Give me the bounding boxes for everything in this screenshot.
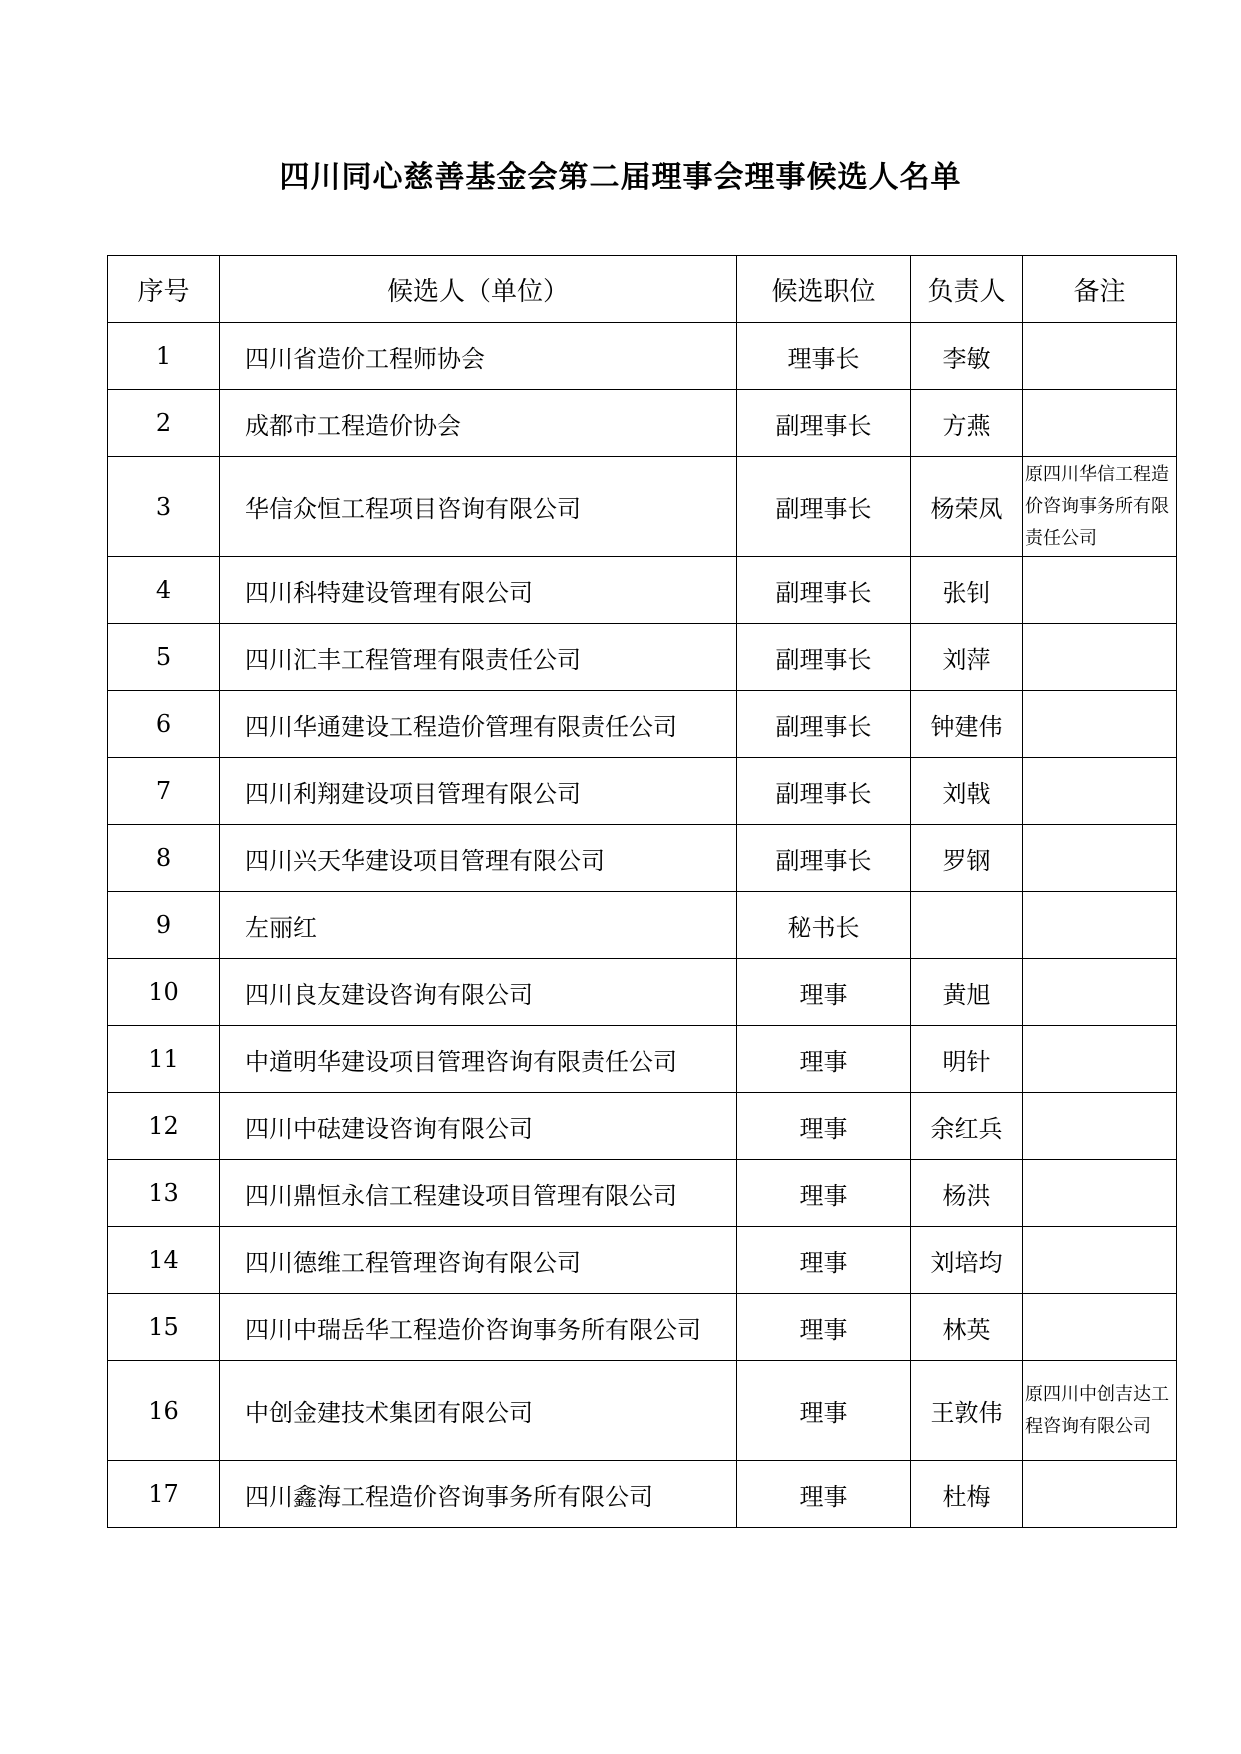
cell-responsible: 刘戟 xyxy=(911,758,1023,825)
cell-position: 副理事长 xyxy=(737,557,911,624)
cell-remarks xyxy=(1023,758,1177,825)
cell-position: 秘书长 xyxy=(737,892,911,959)
table-header-row xyxy=(108,256,1177,323)
table-row xyxy=(108,1361,1177,1461)
table-row xyxy=(108,457,1177,557)
table-row xyxy=(108,323,1177,390)
cell-index: 17 xyxy=(108,1461,220,1528)
cell-responsible: 罗钢 xyxy=(911,825,1023,892)
cell-index: 14 xyxy=(108,1227,220,1294)
cell-remarks xyxy=(1023,825,1177,892)
table-row xyxy=(108,1093,1177,1160)
cell-remarks xyxy=(1023,959,1177,1026)
cell-position: 理事 xyxy=(737,1160,911,1227)
cell-responsible: 黄旭 xyxy=(911,959,1023,1026)
cell-candidate: 四川兴天华建设项目管理有限公司 xyxy=(220,825,737,892)
cell-candidate: 中创金建技术集团有限公司 xyxy=(220,1361,737,1461)
cell-candidate: 左丽红 xyxy=(220,892,737,959)
cell-responsible: 方燕 xyxy=(911,390,1023,457)
table-row xyxy=(108,1294,1177,1361)
cell-candidate: 四川中瑞岳华工程造价咨询事务所有限公司 xyxy=(220,1294,737,1361)
cell-responsible: 刘培均 xyxy=(911,1227,1023,1294)
cell-remarks xyxy=(1023,1026,1177,1093)
cell-index: 3 xyxy=(108,457,220,557)
cell-responsible: 杨荣凤 xyxy=(911,457,1023,557)
table-row xyxy=(108,959,1177,1026)
cell-remarks xyxy=(1023,390,1177,457)
header-position: 候选职位 xyxy=(737,256,911,323)
cell-remarks xyxy=(1023,624,1177,691)
cell-remarks xyxy=(1023,1227,1177,1294)
cell-position: 副理事长 xyxy=(737,825,911,892)
cell-candidate: 四川中砝建设咨询有限公司 xyxy=(220,1093,737,1160)
cell-remarks xyxy=(1023,1294,1177,1361)
table-row xyxy=(108,1160,1177,1227)
cell-candidate: 四川科特建设管理有限公司 xyxy=(220,557,737,624)
cell-position: 副理事长 xyxy=(737,457,911,557)
cell-responsible: 杨洪 xyxy=(911,1160,1023,1227)
cell-position: 副理事长 xyxy=(737,758,911,825)
cell-index: 11 xyxy=(108,1026,220,1093)
cell-remarks xyxy=(1023,892,1177,959)
cell-candidate: 四川华通建设工程造价管理有限责任公司 xyxy=(220,691,737,758)
cell-position: 理事 xyxy=(737,1026,911,1093)
cell-candidate: 四川省造价工程师协会 xyxy=(220,323,737,390)
cell-candidate: 华信众恒工程项目咨询有限公司 xyxy=(220,457,737,557)
cell-index: 7 xyxy=(108,758,220,825)
cell-responsible: 王敦伟 xyxy=(911,1361,1023,1461)
cell-responsible: 钟建伟 xyxy=(911,691,1023,758)
cell-position: 理事 xyxy=(737,1461,911,1528)
cell-position: 副理事长 xyxy=(737,691,911,758)
table-row xyxy=(108,1227,1177,1294)
cell-candidate: 中道明华建设项目管理咨询有限责任公司 xyxy=(220,1026,737,1093)
cell-index: 9 xyxy=(108,892,220,959)
cell-remarks: 原四川中创吉达工程咨询有限公司 xyxy=(1023,1361,1177,1461)
cell-remarks xyxy=(1023,557,1177,624)
table-row xyxy=(108,758,1177,825)
cell-index: 5 xyxy=(108,624,220,691)
cell-candidate: 四川德维工程管理咨询有限公司 xyxy=(220,1227,737,1294)
cell-position: 理事 xyxy=(737,1294,911,1361)
cell-responsible: 明针 xyxy=(911,1026,1023,1093)
cell-index: 12 xyxy=(108,1093,220,1160)
cell-position: 理事 xyxy=(737,1361,911,1461)
header-index: 序号 xyxy=(108,256,220,323)
table-row xyxy=(108,557,1177,624)
cell-candidate: 成都市工程造价协会 xyxy=(220,390,737,457)
table-row xyxy=(108,691,1177,758)
cell-position: 副理事长 xyxy=(737,390,911,457)
cell-responsible: 余红兵 xyxy=(911,1093,1023,1160)
header-remarks: 备注 xyxy=(1023,256,1177,323)
cell-index: 15 xyxy=(108,1294,220,1361)
table-body xyxy=(108,323,1177,1528)
cell-index: 2 xyxy=(108,390,220,457)
table-row xyxy=(108,1461,1177,1528)
cell-candidate: 四川汇丰工程管理有限责任公司 xyxy=(220,624,737,691)
header-responsible: 负责人 xyxy=(911,256,1023,323)
cell-remarks: 原四川华信工程造价咨询事务所有限责任公司 xyxy=(1023,457,1177,557)
cell-position: 理事 xyxy=(737,959,911,1026)
cell-index: 6 xyxy=(108,691,220,758)
cell-responsible xyxy=(911,892,1023,959)
cell-index: 10 xyxy=(108,959,220,1026)
header-candidate: 候选人（单位） xyxy=(220,256,737,323)
cell-candidate: 四川利翔建设项目管理有限公司 xyxy=(220,758,737,825)
cell-position: 理事 xyxy=(737,1093,911,1160)
cell-remarks xyxy=(1023,1461,1177,1528)
cell-candidate: 四川鼎恒永信工程建设项目管理有限公司 xyxy=(220,1160,737,1227)
cell-responsible: 张钊 xyxy=(911,557,1023,624)
candidate-table xyxy=(107,255,1177,1528)
cell-responsible: 杜梅 xyxy=(911,1461,1023,1528)
cell-remarks xyxy=(1023,691,1177,758)
cell-candidate: 四川良友建设咨询有限公司 xyxy=(220,959,737,1026)
table-row xyxy=(108,624,1177,691)
cell-candidate: 四川鑫海工程造价咨询事务所有限公司 xyxy=(220,1461,737,1528)
table-row xyxy=(108,390,1177,457)
cell-position: 理事长 xyxy=(737,323,911,390)
cell-position: 理事 xyxy=(737,1227,911,1294)
cell-index: 1 xyxy=(108,323,220,390)
document-title: 四川同心慈善基金会第二届理事会理事候选人名单 xyxy=(279,160,962,195)
cell-index: 4 xyxy=(108,557,220,624)
cell-responsible: 刘萍 xyxy=(911,624,1023,691)
cell-position: 副理事长 xyxy=(737,624,911,691)
cell-responsible: 李敏 xyxy=(911,323,1023,390)
table-row xyxy=(108,825,1177,892)
cell-index: 13 xyxy=(108,1160,220,1227)
cell-index: 16 xyxy=(108,1361,220,1461)
table-row xyxy=(108,1026,1177,1093)
cell-remarks xyxy=(1023,323,1177,390)
cell-remarks xyxy=(1023,1160,1177,1227)
table-row xyxy=(108,892,1177,959)
cell-responsible: 林英 xyxy=(911,1294,1023,1361)
cell-index: 8 xyxy=(108,825,220,892)
cell-remarks xyxy=(1023,1093,1177,1160)
